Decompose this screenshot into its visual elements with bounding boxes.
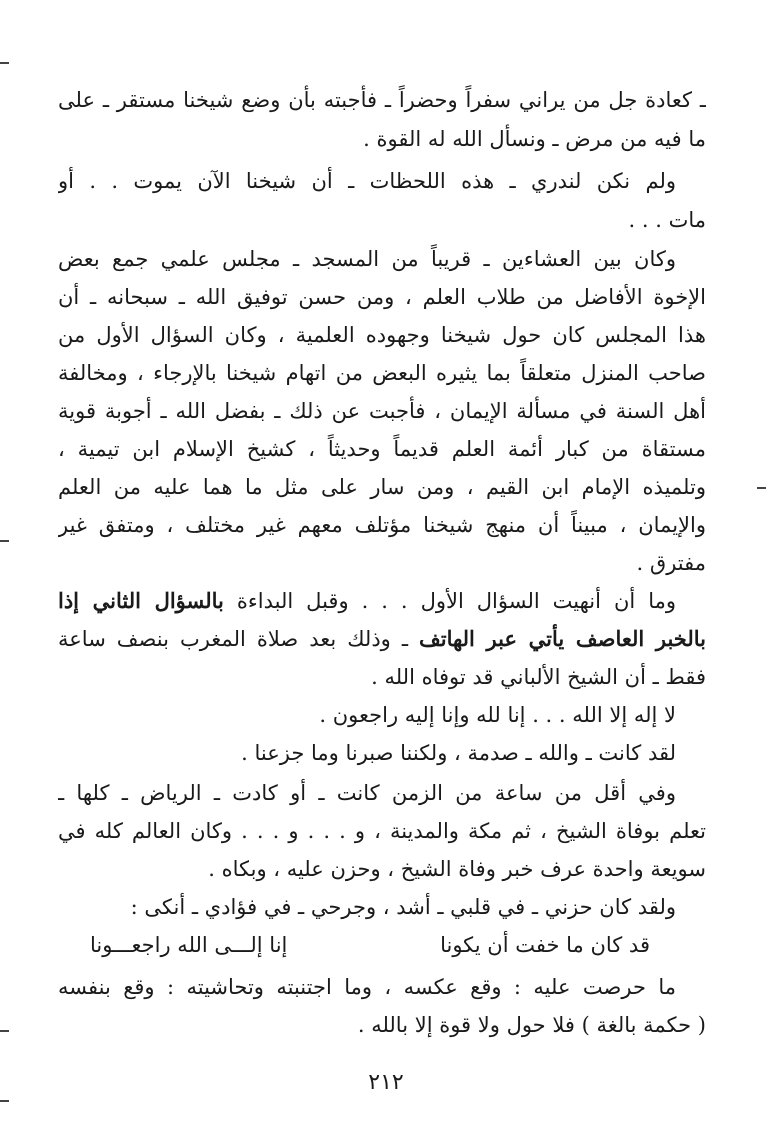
text-line: الإخوة الأفاضل من طلاب العلم ، ومن حسن توفيق الله ـ سبحانه ـ أن <box>58 285 706 309</box>
text-line: لقد كانت ـ والله ـ صدمة ، ولكننا صبرنا وما جزعنا . <box>241 741 676 765</box>
text-line: ولم نكن لندري ـ هذه اللحظات ـ أن شيخنا الآن يموت . . أو <box>58 169 676 193</box>
text-line: ما حرصت عليه : وقع عكسه ، وما اجتنبته وتحاشيته : وقع بنفسه <box>58 975 676 999</box>
text-line: ما فيه من مرض ـ ونسأل الله له القوة . <box>363 127 706 151</box>
text-line: أهل السنة في مسألة الإيمان ، فأجبت عن ذلك ـ بفضل الله ـ أجوبة قوية <box>58 399 706 423</box>
text-line: وكان بين العشاءين ـ قريباً من المسجد ـ مجلس علمي جمع بعض <box>58 247 677 271</box>
text-line: فقط ـ أن الشيخ الألباني قد توفاه الله . <box>371 665 706 689</box>
text-line: مات . . . <box>628 208 706 232</box>
poem-verse <box>90 928 650 962</box>
text-line: سويعة واحدة عرف خبر وفاة الشيخ ، وحزن عليه ، وبكاه . <box>208 857 706 881</box>
text-line: ولقد كان حزني ـ في قلبي ـ أشد ، وجرحي ـ في فؤادي ـ أنكى : <box>130 895 676 919</box>
text-line <box>58 584 706 618</box>
text-bold: بالسؤال الثاني إذا <box>58 588 224 613</box>
edge-tick-left-3 <box>0 1100 9 1102</box>
edge-tick-left-1 <box>0 540 9 542</box>
text-plain: ـ وذلك بعد صلاة المغرب بنصف ساعة <box>58 627 419 651</box>
text-line: مستقاة من كبار أئمة العلم قديماً وحديثاً ، كشيخ الإسلام ابن تيمية ، <box>58 437 706 461</box>
text-line: صاحب المنزل متعلقاً بما يثيره البعض من اتهام شيخنا بالإرجاء ، ومخالفة <box>58 361 706 385</box>
text-line: والإيمان ، مبيناً أن منهج شيخنا مؤتلف معهم غير مختلف ، ومتفق غير <box>58 513 706 537</box>
poem-hemistich: إنا إلـــى الله راجعـــونا <box>90 933 288 957</box>
text-bold: بالخبر العاصف يأتي عبر الهاتف <box>419 626 706 651</box>
edge-tick-right-1 <box>757 487 766 489</box>
book-page-text <box>58 70 706 1070</box>
poem-hemistich: قد كان ما خفت أن يكونا <box>440 933 650 957</box>
text-line: ـ كعادة جل من يراني سفراً وحضراً ـ فأجبته بأن وضع شيخنا مستقر ـ على <box>58 88 706 112</box>
text-line: لا إله إلا الله . . . إنا لله وإنا إليه راجعون . <box>319 703 676 727</box>
text-line: تعلم بوفاة الشيخ ، ثم مكة والمدينة ، و . . . و . . . وكان العالم كله في <box>58 819 706 843</box>
text-line: وتلميذه الإمام ابن القيم ، ومن سار على مثل ما هما عليه من العلم <box>58 475 706 499</box>
edge-tick-left-2 <box>0 1030 9 1032</box>
text-line: هذا المجلس كان حول شيخنا وجهوده العلمية ، وكان السؤال الأول من <box>58 323 706 347</box>
text-line: وفي أقل من ساعة من الزمن كانت ـ أو كادت ـ الرياض ـ كلها ـ <box>58 781 676 805</box>
page-number: ٢١٢ <box>368 1070 404 1095</box>
text-plain: وما أن أنهيت السؤال الأول . . . وقبل البداءة <box>223 589 677 613</box>
edge-tick-top-left <box>0 62 9 64</box>
text-line: ( حكمة بالغة ) فلا حول ولا قوة إلا بالله . <box>357 1013 706 1037</box>
text-line <box>58 622 706 656</box>
text-line: مفترق . <box>636 551 706 575</box>
